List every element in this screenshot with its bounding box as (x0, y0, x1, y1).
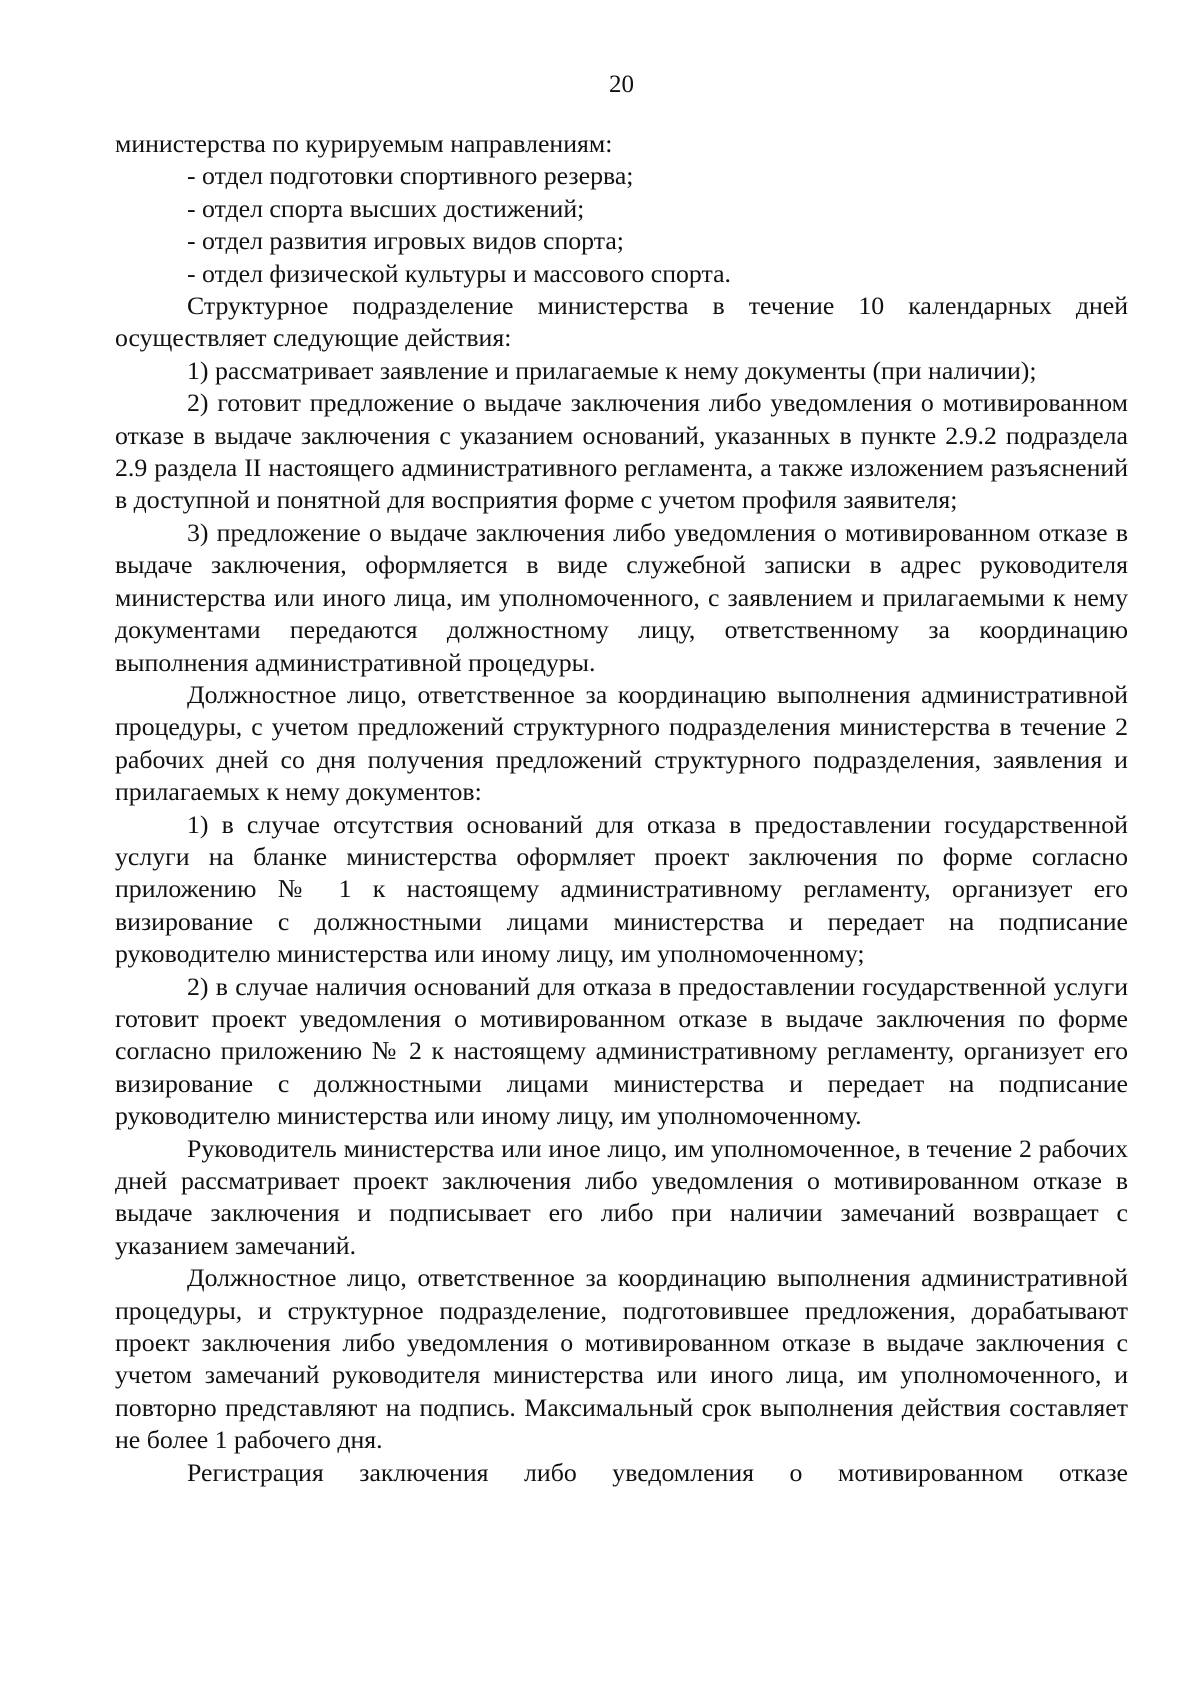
paragraph: 1) в случае отсутствия оснований для отказа в предоставлении государственной услуги на бланке министерства оформляет проект заключения по форме согласно приложению № 1 к настоящему административному регламенту, организует его визирование с должностными лицами министерства и передает на подписание руководителю министерства или иному лицу, им уполномоченному; (115, 809, 1128, 969)
paragraph: 3) предложение о выдаче заключения либо уведомления о мотивированном отказе в выдаче заключения, оформляется в виде служебной записки в адрес руководителя министерства или иного лица, им уполномоченного, с заявлением и прилагаемыми к нему документами передаются должностному лицу, ответственному за координацию выполнения административной процедуры. (115, 517, 1128, 677)
paragraph: Должностное лицо, ответственное за координацию выполнения административной процедуры, и структурное подразделение, подготовившее предложения, дорабатывают проект заключения либо уведомления о мотивированном отказе в выдаче заключения с учетом замечаний руководителя министерства или иного лица, им уполномоченного, и повторно представляют на подпись. Максимальный срок выполнения действия составляет не более 1 рабочего дня. (115, 1263, 1128, 1455)
paragraph: - отдел спорта высших достижений; (187, 193, 585, 223)
document-body (115, 128, 1128, 1489)
paragraph: 2) в случае наличия оснований для отказа в предоставлении государственной услуги готовит проект уведомления о мотивированном отказе в выдаче заключения по форме согласно приложению № 2 к настоящему административному регламенту, организует его визирование с должностными лицами министерства и передает на подписание руководителю министерства или иному лицу, им уполномоченному. (115, 971, 1128, 1131)
paragraph: - отдел подготовки спортивного резерва; (187, 161, 634, 191)
paragraph: Руководитель министерства или иное лицо, им уполномоченное, в течение 2 рабочих дней рассматривает проект заключения либо уведомления о мотивированном отказе в выдаче заключения и подписывает его либо при наличии замечаний возвращает с указанием замечаний. (115, 1133, 1128, 1260)
paragraph: Структурное подразделение министерства в течение 10 календарных дней осуществляет следующие действия: (115, 291, 1128, 353)
paragraph: 2) готовит предложение о выдаче заключения либо уведомления о мотивированном отказе в выдаче заключения с указанием оснований, указанных в пункте 2.9.2 подраздела 2.9 раздела II настоящего административного регламента, а также изложением разъяснений в доступной и понятной для восприятия форме с учетом профиля заявителя; (115, 388, 1128, 515)
paragraph: 1) рассматривает заявление и прилагаемые к нему документы (при наличии); (187, 355, 1037, 385)
paragraph: Регистрация заключения либо уведомления о мотивированном отказе (187, 1457, 1128, 1487)
paragraph: министерства по курируемым направлениям: (115, 129, 613, 158)
paragraph: - отдел физической культуры и массового спорта. (187, 258, 731, 288)
paragraph: Должностное лицо, ответственное за координацию выполнения административной процедуры, с учетом предложений структурного подразделения министерства в течение 2 рабочих дней со дня получения предложений структурного подразделения, заявления и прилагаемых к нему документов: (115, 679, 1128, 807)
page-number: 20 (609, 71, 634, 98)
paragraph: - отдел развития игровых видов спорта; (187, 226, 624, 256)
